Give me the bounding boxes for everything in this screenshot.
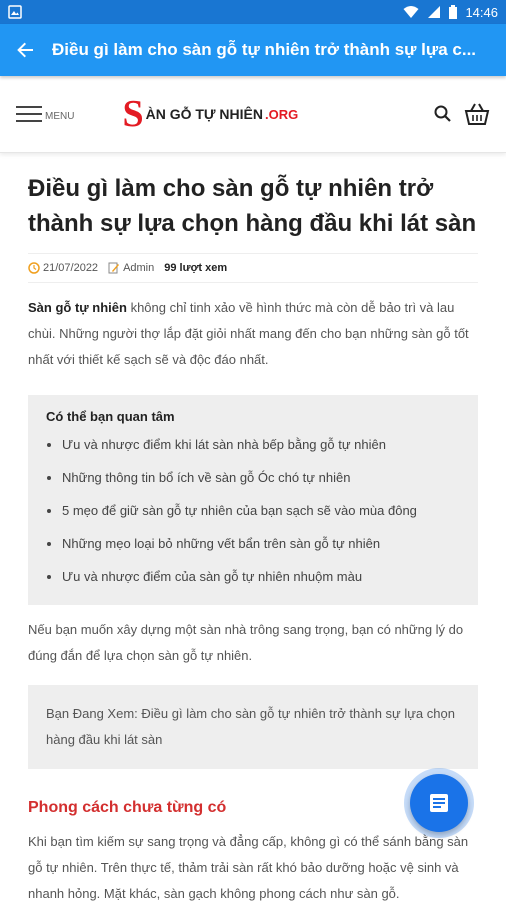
- article-fab-button[interactable]: [410, 774, 468, 832]
- logo-org: .ORG: [265, 106, 299, 122]
- cart-icon[interactable]: [464, 102, 490, 126]
- related-list: [46, 428, 460, 593]
- status-bar: [0, 0, 506, 24]
- paragraph-2: Nếu bạn muốn xây dựng một sàn nhà trông sang trọng, bạn có những lý do đúng đắn để lựa chọn sàn gỗ tự nhiên.: [28, 622, 464, 663]
- intro-bold[interactable]: Sàn gỗ tự nhiên: [28, 300, 127, 315]
- signal-icon: [427, 5, 441, 19]
- clock-icon: [28, 262, 40, 274]
- menu-label: MENU: [45, 111, 75, 122]
- related-link[interactable]: • 5 mẹo để giữ sàn gỗ tự nhiên của bạn sạch sẽ vào mùa đông: [62, 494, 460, 527]
- article-date: 21/07/2022: [43, 262, 99, 274]
- site-header: [0, 76, 506, 153]
- article-views: 99 lượt xem: [164, 262, 228, 274]
- app-bar: [0, 24, 506, 76]
- article-icon: [428, 792, 450, 814]
- related-box: [28, 395, 478, 605]
- paragraph-3: Khi bạn tìm kiếm sự sang trọng và đẳng cấp, không gì có thể sánh bằng sàn gỗ tự nhiên. Trên thực tế, thảm trải sàn rất khó bảo dưỡng hoặc vệ sinh và nhanh hỏng. Mặt khác, sàn gạch không phong cách như sàn gỗ.: [28, 834, 469, 901]
- arrow-back-icon: [17, 41, 35, 59]
- intro-text: không chỉ tinh xảo về hình thức mà còn dễ bảo trì và lau chùi. Những người thợ lắp đặt giỏi nhất mang đến cho bạn những sàn gỗ tốt nhất với thiết kế sạch sẽ và độc đáo nhất.: [28, 300, 469, 367]
- related-heading: Có thể bạn quan tâm: [46, 409, 175, 424]
- hamburger-icon: [16, 106, 42, 122]
- related-link[interactable]: • Những thông tin bổ ích về sàn gỗ Óc chó tự nhiên: [62, 461, 460, 494]
- article-title: Điều gì làm cho sàn gỗ tự nhiên trở thành sự lựa chọn hàng đầu khi lát sàn: [28, 175, 477, 237]
- intro-paragraph: [28, 295, 478, 373]
- logo-text: ÀN GỖ TỰ NHIÊN: [145, 106, 263, 122]
- site-logo[interactable]: [122, 95, 298, 133]
- related-link[interactable]: • Ưu và nhược điểm của sàn gỗ tự nhiên nhuộm màu: [62, 560, 460, 593]
- related-link[interactable]: • Ưu và nhược điểm khi lát sàn nhà bếp bằng gỗ tự nhiên: [62, 428, 460, 461]
- viewing-box: Bạn Đang Xem: Điều gì làm cho sàn gỗ tự nhiên trở thành sự lựa chọn hàng đầu khi lát sàn: [28, 685, 478, 769]
- article-meta: [28, 253, 478, 283]
- image-notification-icon: [8, 5, 22, 19]
- status-time: 14:46: [465, 4, 498, 20]
- search-icon[interactable]: [434, 105, 452, 123]
- app-bar-title: Điều gì làm cho sàn gỗ tự nhiên trở thành sự lựa c...: [52, 40, 477, 59]
- menu-button[interactable]: [16, 106, 74, 122]
- pencil-icon: [108, 262, 120, 274]
- section-heading: Phong cách chưa từng có: [28, 799, 227, 816]
- article-author: Admin: [123, 262, 155, 274]
- back-button[interactable]: [12, 36, 40, 64]
- logo-s: S: [122, 93, 144, 135]
- wifi-icon: [403, 5, 419, 19]
- battery-icon: [449, 5, 457, 19]
- related-link[interactable]: • Những mẹo loại bỏ những vết bẩn trên sàn gỗ tự nhiên: [62, 527, 460, 560]
